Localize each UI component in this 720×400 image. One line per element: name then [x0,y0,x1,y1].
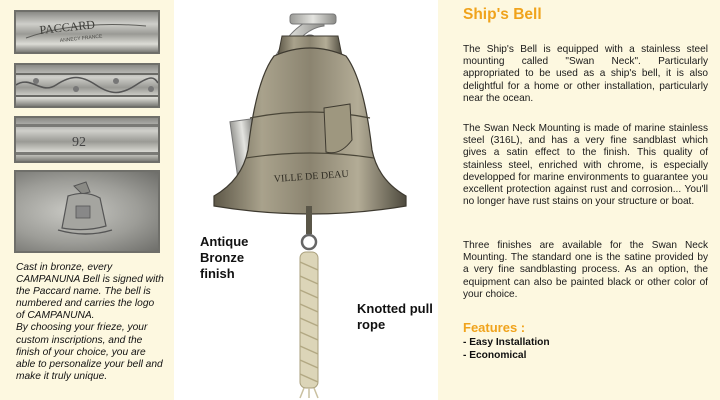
bell-number-engraving: 92 [72,135,86,150]
description-paragraph-3: Three finishes are available for the Swan Neck Mounting. The standard one is the satine provided by a very fine sandblasting process. As an option, the equipment can also be painted black or other color of your choice. [463,240,708,300]
knotted-pull-rope-label: Knotted pull rope [357,301,433,332]
ships-bell-illustration [174,0,438,400]
feature-item: - Economical [463,349,527,361]
left-caption [16,262,164,383]
knotted-pull-rope [300,252,318,398]
paccard-engraving: PACCARD [38,17,96,37]
left-column [0,0,174,400]
page-title: Ship's Bell [463,6,542,23]
antique-bronze-finish-label: Antique Bronze finish [200,234,249,281]
floral-frieze-image[interactable] [14,63,160,108]
bell-inscription: VILLE DE DEAU [273,168,350,185]
description-paragraph-2: The Swan Neck Mounting is made of marine stainless steel (316L), and has a very fine sandblast which gives a satin effect to the finish. This quality of stainless steel, enriched with chrome, is especially developped for marine environments to guarantee you excellent protection against rust and corrosion... You'll no longer have rust stains on your structure or boat. [463,123,708,208]
coat-of-arms [324,104,352,153]
campanuna-logo-image[interactable] [14,170,160,253]
right-column [438,0,720,400]
caption-paragraph-2: By choosing your frieze, your custom inscriptions, and the finish of your choice, you are able to personalize your bell and make it truly unique. [16,322,163,382]
feature-item: - Easy Installation [463,337,550,348]
features-list [463,337,550,362]
bell-number-image[interactable] [14,116,160,163]
description-paragraph-1: The Ship's Bell is equipped with a stainless steel mounting called "Swan Neck". Particularly appropriated to be used as a ship's bell, it is also delightful for a home or other installation, particularly near the ocean. [463,44,708,104]
features-heading: Features : [463,320,526,335]
bell-product-image[interactable] [174,0,438,400]
paccard-engraving-sub: ANNECY FRANCE [59,33,103,44]
caption-paragraph-1: Cast in bronze, every CAMPANUNA Bell is signed with the Paccard name. The bell is numbered and carries the logo of CAMPANUNA. [16,262,164,322]
paccard-signature-image[interactable] [14,10,160,54]
